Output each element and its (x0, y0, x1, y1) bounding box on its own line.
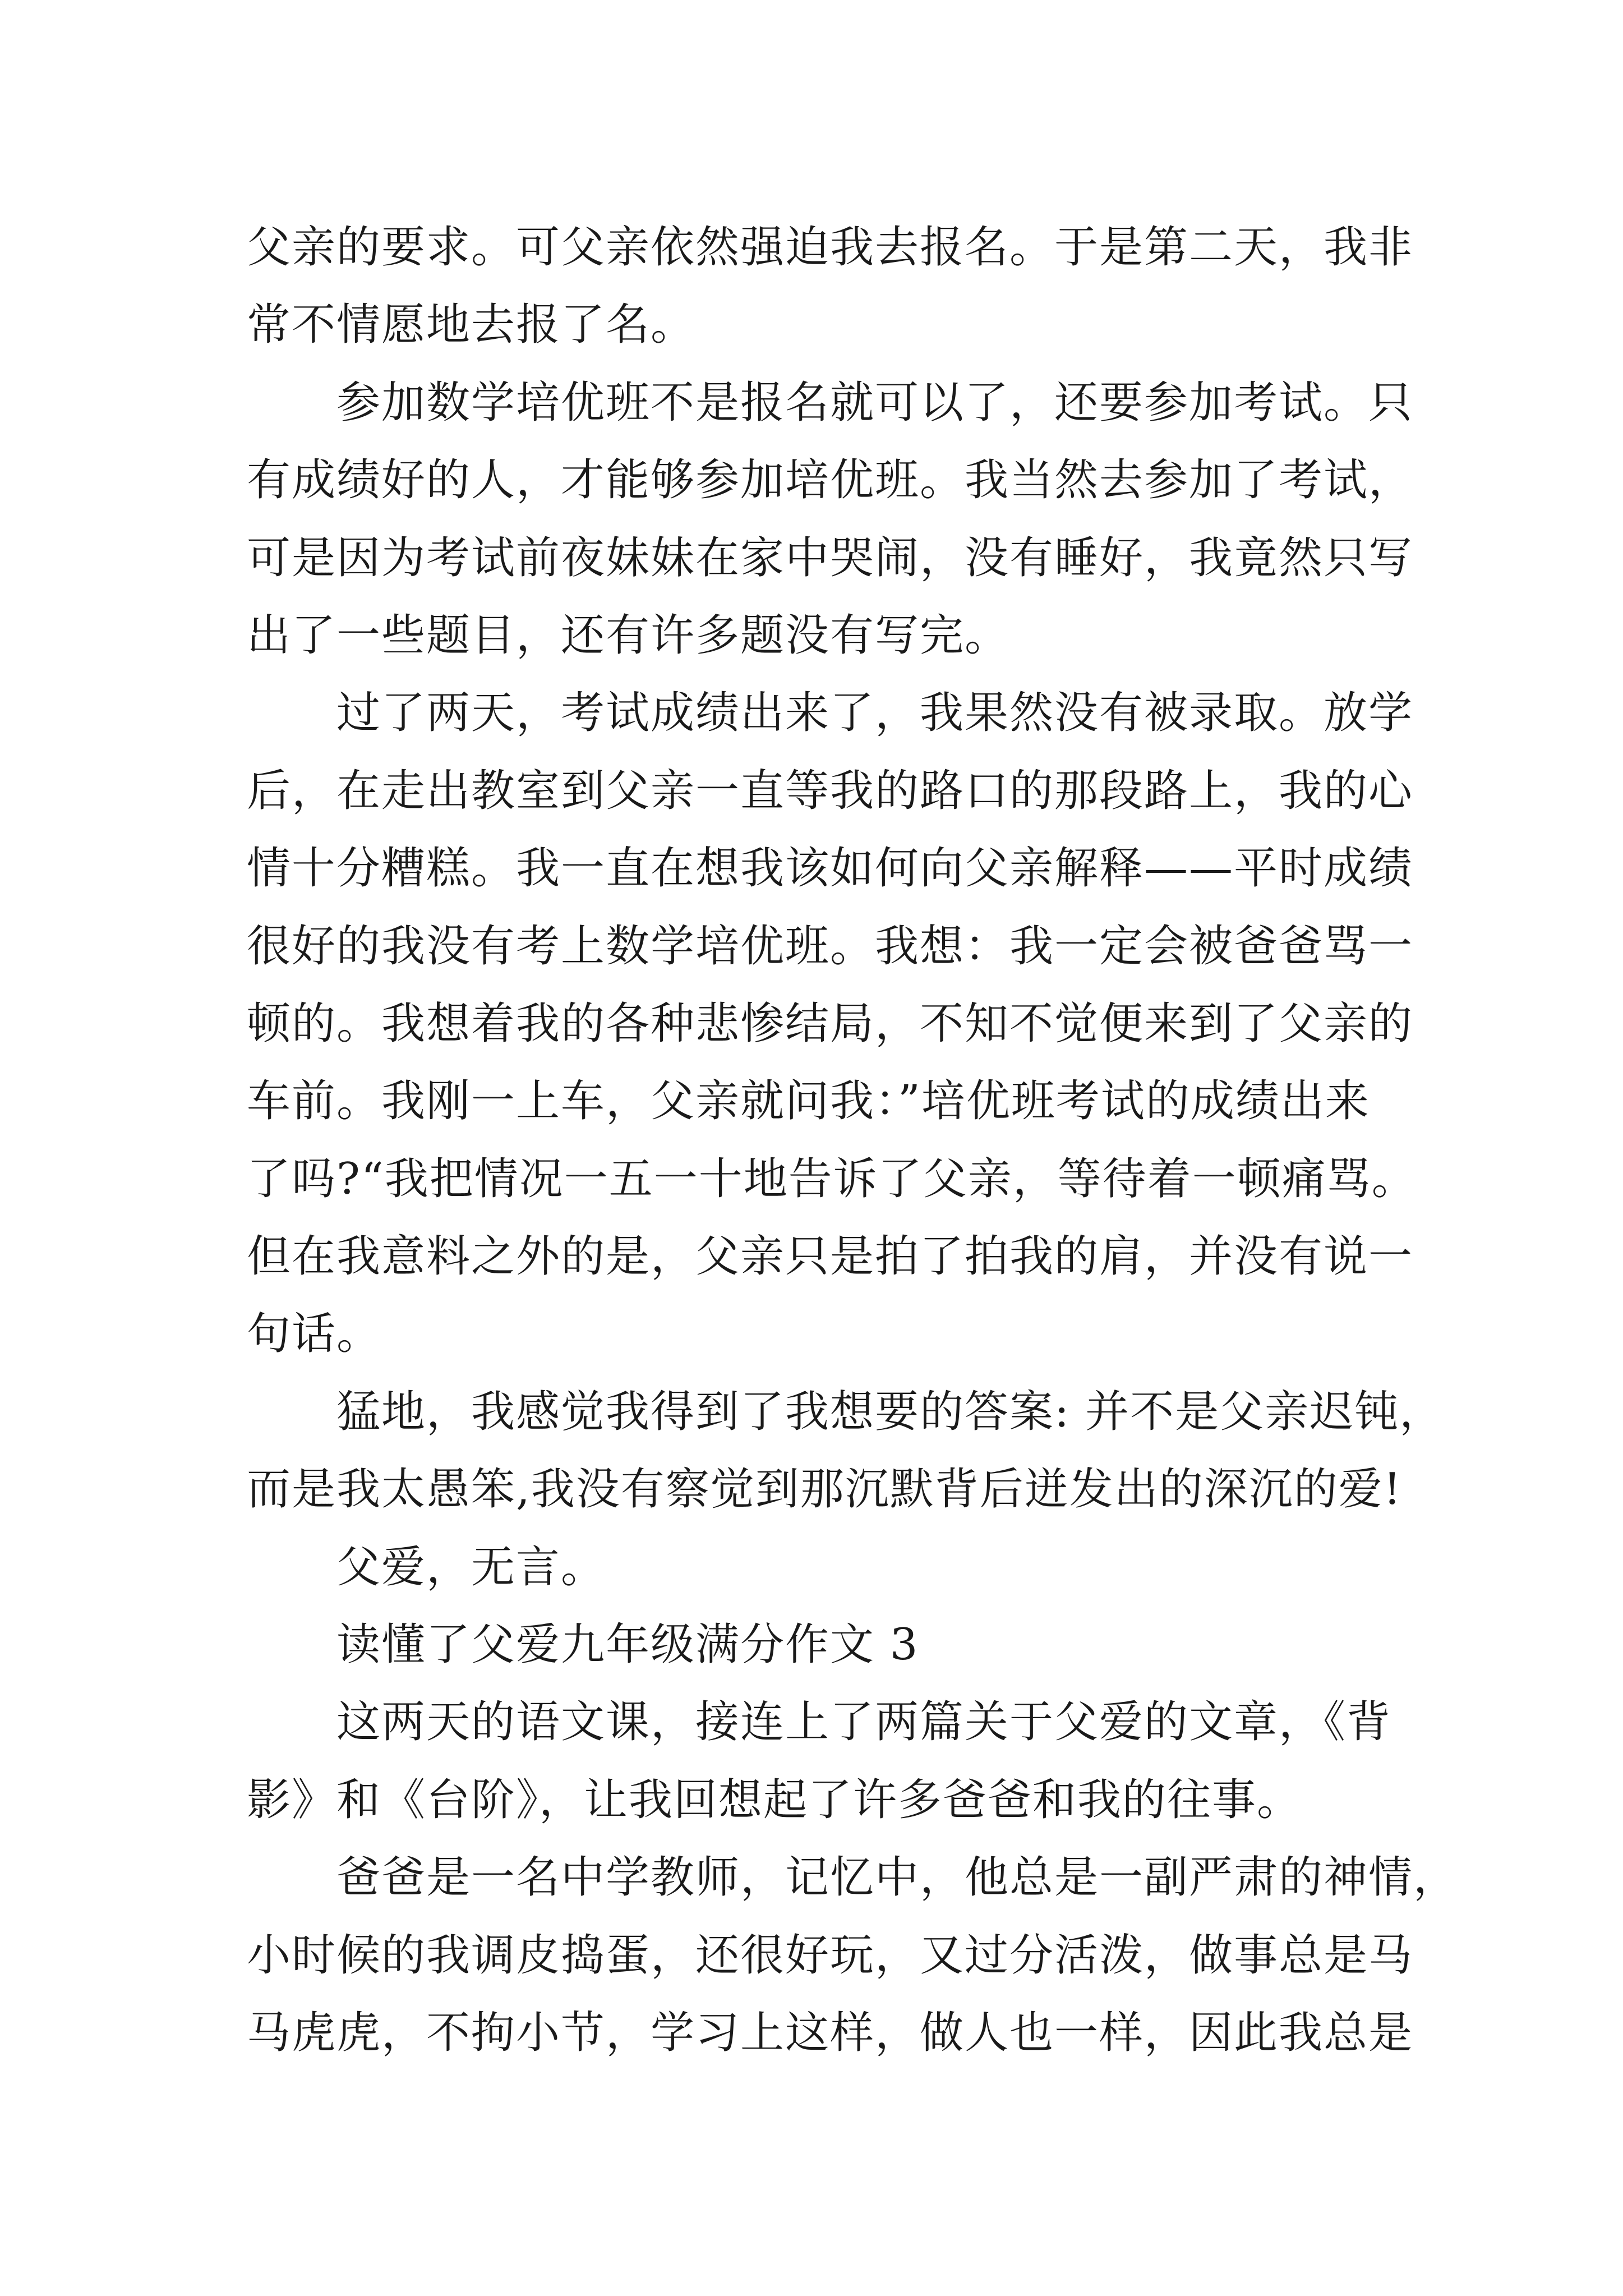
text-line: 常不情愿地去报了名。 (247, 300, 696, 351)
text-line: 了吗?“我把情况一五一十地告诉了父亲，等待着一顿痛骂。 (247, 1153, 1417, 1204)
text-line: 出了一些题目，还有许多题没有写完。 (247, 610, 1010, 661)
essay-text-column (247, 209, 1459, 2072)
text-line: 但在我意料之外的是，父亲只是拍了拍我的肩，并没有说一 (247, 1231, 1414, 1282)
text-line: 后，在走出教室到父亲一直等我的路口的那段路上，我的心 (247, 765, 1414, 816)
text-line: 情十分糟糕。我一直在想我该如何向父亲解释——平时成绩 (247, 843, 1414, 894)
text-line: 很好的我没有考上数学培优班。我想：我一定会被爸爸骂一 (247, 921, 1414, 972)
text-line: 小时候的我调皮捣蛋，还很好玩，又过分活泼，做事总是马 (247, 1930, 1414, 1981)
text-line: 顿的。我想着我的各种悲惨结局，不知不觉便来到了父亲的 (247, 998, 1414, 1049)
text-line: 马虎虎，不拘小节，学习上这样，做人也一样，因此我总是 (247, 2007, 1414, 2058)
text-line: 爸爸是一名中学教师，记忆中，他总是一副严肃的神情， (336, 1852, 1459, 1903)
text-line: 这两天的语文课，接连上了两篇关于父爱的文章，《背 (336, 1697, 1392, 1748)
text-line: 父亲的要求。可父亲依然强迫我去报名。于是第二天，我非 (247, 222, 1414, 273)
text-line: 可是因为考试前夜妹妹在家中哭闹，没有睡好，我竟然只写 (247, 532, 1414, 583)
text-line: 猛地，我感觉我得到了我想要的答案: 并不是父亲迟钝， (336, 1386, 1445, 1437)
text-line: 父爱，无言。 (336, 1542, 606, 1593)
text-line: 参加数学培优班不是报名就可以了，还要参加考试。只 (336, 377, 1414, 428)
text-line: 而是我太愚笨,我没有察觉到那沉默背后迸发出的深沉的爱! (247, 1464, 1403, 1515)
text-line: 影》和《台阶》，让我回想起了许多爸爸和我的往事。 (247, 1774, 1302, 1825)
text-line: 过了两天，考试成绩出来了，我果然没有被录取。放学 (336, 688, 1414, 739)
text-line: 有成绩好的人，才能够参加培优班。我当然去参加了考试， (247, 455, 1414, 506)
text-line: 读懂了父爱九年级满分作文 3 (336, 1619, 919, 1671)
text-line: 车前。我刚一上车，父亲就问我：”培优班考试的成绩出来 (247, 1076, 1370, 1127)
text-line: 句话。 (247, 1309, 382, 1360)
